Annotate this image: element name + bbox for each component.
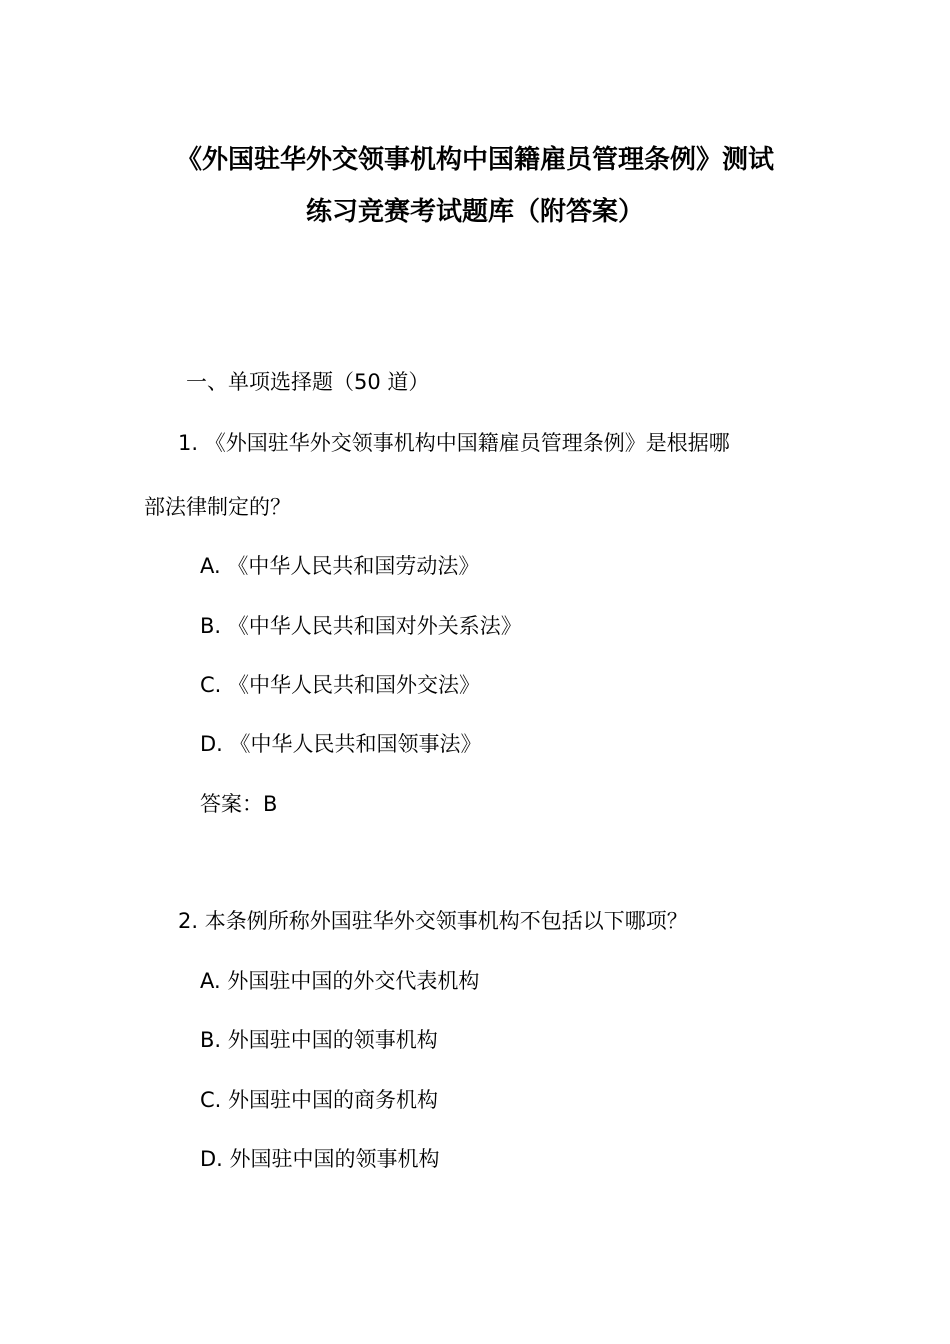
question-1-option-a: A. 《中华人民共和国劳动法》 [200, 554, 480, 578]
question-1-option-d: D. 《中华人民共和国领事法》 [200, 732, 482, 756]
question-1-answer: 答案：B [200, 792, 278, 816]
question-2-option-b: B. 外国驻中国的领事机构 [200, 1028, 438, 1052]
document-title-line-1: 《外国驻华外交领事机构中国籍雇员管理条例》测试 [175, 145, 774, 175]
question-1-stem-line-2: 部法律制定的？ [144, 495, 291, 519]
question-1-option-b: B. 《中华人民共和国对外关系法》 [200, 614, 522, 638]
question-2-option-d: D. 外国驻中国的领事机构 [200, 1147, 440, 1171]
document-title-line-2: 练习竞赛考试题库（附答案） [305, 197, 644, 227]
question-1-stem-line-1: 1. 《外国驻华外交领事机构中国籍雇员管理条例》是根据哪 [178, 431, 730, 455]
section-heading: 一、单项选择题（50 道） [186, 370, 430, 394]
question-1-option-c: C. 《中华人民共和国外交法》 [200, 673, 481, 697]
question-2-stem: 2. 本条例所称外国驻华外交领事机构不包括以下哪项？ [178, 909, 688, 933]
question-2-option-c: C. 外国驻中国的商务机构 [200, 1088, 439, 1112]
question-2-option-a: A. 外国驻中国的外交代表机构 [200, 969, 480, 993]
